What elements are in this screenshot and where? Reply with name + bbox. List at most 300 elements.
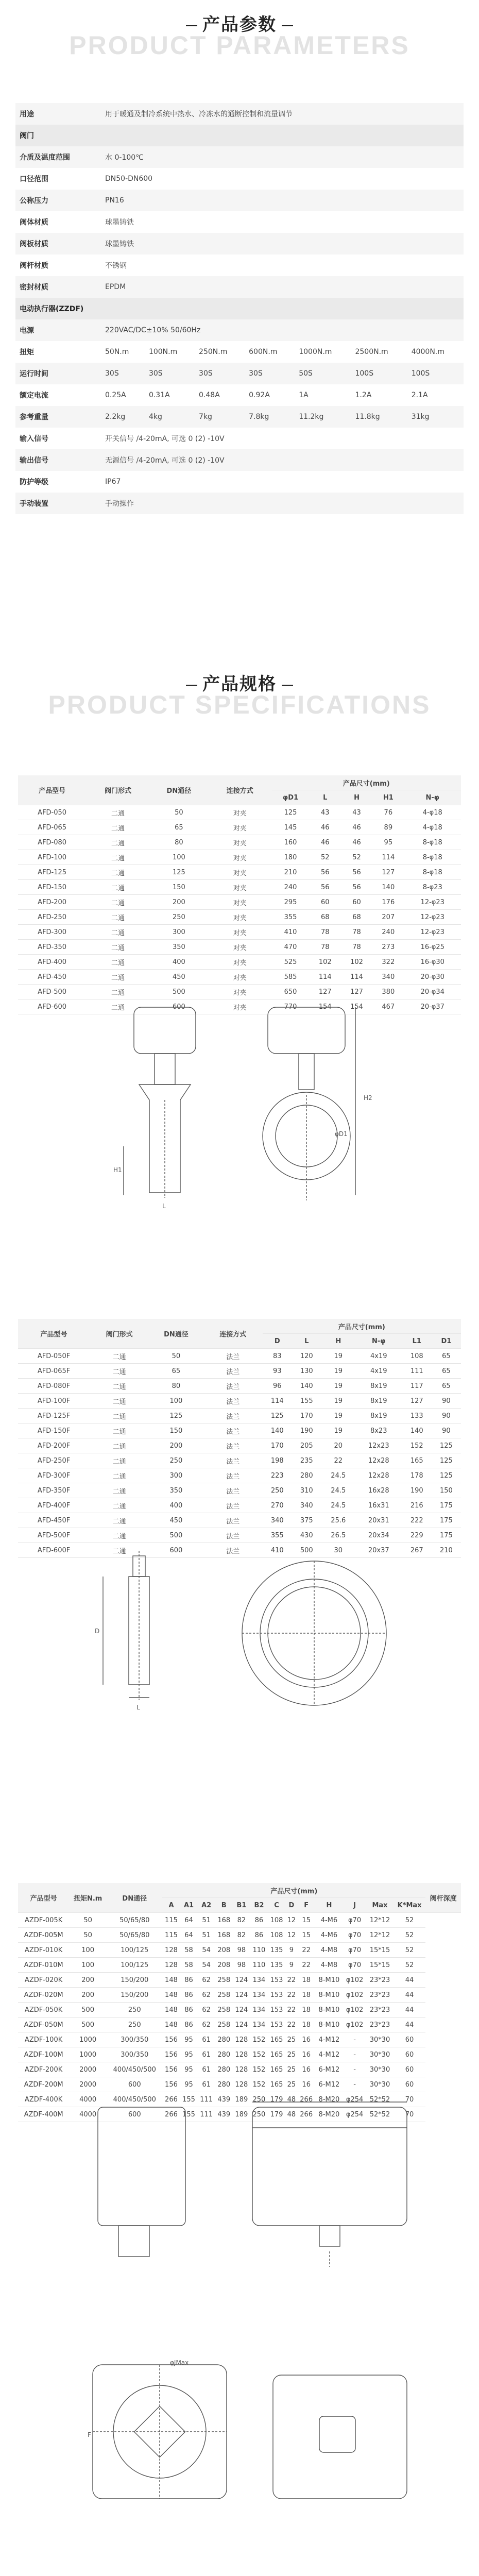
table-cell: 19 (321, 1364, 355, 1379)
table-cell: 16-φ30 (404, 955, 461, 970)
table-cell: AZDF-005K (18, 1913, 69, 1928)
subheader-cell: A2 (198, 1898, 215, 1913)
table-cell: 770 (272, 999, 310, 1014)
table-cell: 250 (107, 2003, 162, 2018)
table-cell: 156 (162, 2062, 180, 2077)
table-cell: 127 (341, 985, 372, 999)
table-cell: 102 (341, 955, 372, 970)
table-cell: 23*23 (366, 2003, 394, 2018)
table-row (18, 1409, 461, 1423)
table-cell: 135 (268, 1943, 285, 1958)
table-cell: 152 (250, 2062, 268, 2077)
table-cell: 62 (198, 1973, 215, 1988)
table-cell: 127 (310, 985, 341, 999)
table-cell: 280 (215, 2032, 233, 2047)
table-cell: 60 (394, 2047, 425, 2062)
spec-table-actuator (18, 1883, 461, 2122)
table-cell: 6-M12 (315, 2062, 343, 2077)
param-value: 球墨铸铁 (105, 218, 134, 227)
runtime-cell: 30S (145, 363, 195, 384)
table-cell: 法兰 (203, 1364, 263, 1379)
table-cell: 102 (310, 955, 341, 970)
table-cell: 16x31 (355, 1498, 402, 1513)
table-cell: AFD-500F (18, 1528, 90, 1543)
table-cell: 80 (150, 835, 208, 850)
table-cell: 190 (402, 1483, 432, 1498)
table-cell: 对夹 (208, 835, 271, 850)
table-cell: 115 (162, 1928, 180, 1943)
param-group-valve (15, 125, 464, 146)
table-cell: 12*12 (366, 1928, 394, 1943)
table-cell: 4-φ18 (404, 820, 461, 835)
table-cell: 15*15 (366, 1943, 394, 1958)
header-cell-dimensions: 产品尺寸(mm) (272, 775, 461, 790)
table-cell: AFD-080 (18, 835, 86, 850)
table-cell: 52 (394, 1928, 425, 1943)
table-cell: - (343, 2062, 366, 2077)
table-cell: 86 (180, 2003, 198, 2018)
table-cell: 二通 (86, 940, 149, 955)
table-cell: AFD-450 (18, 970, 86, 985)
table-cell: 9 (285, 1958, 298, 1973)
table-row (18, 1483, 461, 1498)
table-cell: 430 (292, 1528, 321, 1543)
table-cell: 对夹 (208, 865, 271, 880)
table-cell: 16 (298, 2062, 315, 2077)
table-cell: AFD-600 (18, 999, 86, 1014)
table-cell: 86 (180, 1973, 198, 1988)
table-cell: 对夹 (208, 910, 271, 925)
table-cell: 二通 (90, 1513, 149, 1528)
table-cell: 46 (310, 835, 341, 850)
table-cell: 210 (432, 1543, 461, 1558)
table-cell: 20x34 (355, 1528, 402, 1543)
table-cell: AFD-450F (18, 1513, 90, 1528)
subheader-cell: A1 (180, 1898, 198, 1913)
table-row (18, 805, 461, 820)
param-group-label: 电动执行器(ZZDF) (15, 298, 464, 319)
table-cell: 140 (263, 1423, 292, 1438)
table-cell: AFD-100 (18, 850, 86, 865)
subheader-cell: H (341, 790, 372, 805)
param-row-runtime (15, 363, 464, 384)
table-cell: 4-M12 (315, 2032, 343, 2047)
table-cell: 15 (298, 1913, 315, 1928)
table-cell: 50/65/80 (107, 1913, 162, 1928)
table-cell: 法兰 (203, 1409, 263, 1423)
table-cell: 300 (149, 1468, 203, 1483)
table-cell: 4-M6 (315, 1928, 343, 1943)
torque-cell: 600N.m (249, 348, 278, 356)
table-cell: 439 (215, 2107, 233, 2122)
dim-d1: φD1 (335, 1130, 348, 1138)
table-cell: 8x19 (355, 1409, 402, 1423)
param-label: 输出信号 (15, 449, 101, 471)
param-row (15, 168, 464, 190)
param-label: 用途 (15, 103, 101, 125)
table-cell: 111 (402, 1364, 432, 1379)
param-row (15, 276, 464, 298)
table-cell: 168 (215, 1913, 233, 1928)
table-cell: 95 (180, 2032, 198, 2047)
param-label: 公称压力 (15, 190, 101, 211)
param-label: 输入信号 (20, 435, 48, 443)
param-row-output (15, 449, 464, 471)
table-cell: 8-M10 (315, 2018, 343, 2032)
table-row (18, 865, 461, 880)
table-cell: 20x31 (355, 1513, 402, 1528)
param-label: 阀板材质 (15, 233, 101, 255)
table-cell: 128 (162, 1943, 180, 1958)
table-cell: 152 (250, 2047, 268, 2062)
table-cell: 585 (272, 970, 310, 985)
table-cell: 二通 (90, 1394, 149, 1409)
table-cell: 100 (69, 1958, 107, 1973)
table-cell: 82 (233, 1913, 250, 1928)
table-row (18, 2047, 461, 2062)
table-cell: AFD-250F (18, 1453, 90, 1468)
current-cell: 2.1A (411, 391, 428, 399)
subheader-cell: D1 (432, 1334, 461, 1349)
table-cell: AFD-300 (18, 925, 86, 940)
table-cell: φ254 (343, 2092, 366, 2107)
subheader-cell: φD1 (272, 790, 310, 805)
table-cell: 48 (285, 2107, 298, 2122)
table-cell: AZDF-200K (18, 2062, 69, 2077)
subheader-cell: L (310, 790, 341, 805)
table-cell: 19 (321, 1423, 355, 1438)
table-cell: 对夹 (208, 850, 271, 865)
table-cell: 19 (321, 1379, 355, 1394)
table-cell: 20-φ34 (404, 985, 461, 999)
table-cell: φ102 (343, 2003, 366, 2018)
table-cell: 273 (372, 940, 404, 955)
table-cell: 8-φ18 (404, 835, 461, 850)
section-specifications-title (0, 670, 479, 718)
table-cell: 100 (69, 1943, 107, 1958)
table-cell: 179 (268, 2092, 285, 2107)
table-cell: 法兰 (203, 1468, 263, 1483)
table-cell: 467 (372, 999, 404, 1014)
table-cell: 46 (310, 820, 341, 835)
torque-cell: 1000N.m (299, 348, 332, 356)
dim-f: F (88, 2431, 91, 2438)
table-cell: 二通 (86, 805, 149, 820)
table-cell: 600 (107, 2107, 162, 2122)
table-row (18, 910, 461, 925)
table-cell: 15*15 (366, 1958, 394, 1973)
table-cell: 150 (150, 880, 208, 895)
param-value: EPDM (101, 276, 464, 298)
table-cell: 二通 (90, 1379, 149, 1394)
table-cell: 二通 (90, 1468, 149, 1483)
table-cell: 62 (198, 2018, 215, 2032)
table-cell: 270 (263, 1498, 292, 1513)
table-cell: 76 (372, 805, 404, 820)
table-cell: 150/200 (107, 1988, 162, 2003)
table-cell: 355 (272, 910, 310, 925)
weight-cell: 31kg (407, 406, 464, 428)
table-cell: 对夹 (208, 895, 271, 910)
header-cell: 产品型号 (18, 1319, 90, 1349)
table-cell: 法兰 (203, 1483, 263, 1498)
table-cell: - (343, 2032, 366, 2047)
param-label: 介质及温度范围 (15, 146, 101, 168)
dim-d: D (95, 1628, 100, 1635)
table-cell: 61 (198, 2062, 215, 2077)
table-cell: 22 (285, 1988, 298, 2003)
table-cell: 410 (263, 1543, 292, 1558)
param-value: PN16 (101, 190, 464, 211)
table-cell: φ70 (343, 1928, 366, 1943)
subheader-cell: J (343, 1898, 366, 1913)
table-cell: 二通 (86, 850, 149, 865)
table-row (18, 925, 461, 940)
table-cell: 16x28 (355, 1483, 402, 1498)
table-cell: 8-M10 (315, 1973, 343, 1988)
table-cell: 154 (310, 999, 341, 1014)
table-cell: 114 (372, 850, 404, 865)
table-cell: 8-M20 (315, 2092, 343, 2107)
table-cell: 50 (150, 805, 208, 820)
table-cell: 30*30 (366, 2047, 394, 2062)
table-cell: 19 (321, 1394, 355, 1409)
table-cell: AFD-350 (18, 940, 86, 955)
table-cell: 4x19 (355, 1364, 402, 1379)
param-label: 口径范围 (20, 175, 48, 183)
table-cell: 258 (215, 1988, 233, 2003)
table-cell: 210 (272, 865, 310, 880)
subheader-cell: H (315, 1898, 343, 1913)
table-cell: 176 (372, 895, 404, 910)
table-cell: 153 (268, 1973, 285, 1988)
weight-cell: 2.2kg (101, 406, 145, 428)
table-row (18, 1913, 461, 1928)
param-value: 不锈钢 (105, 262, 127, 270)
table-cell: 114 (263, 1394, 292, 1409)
header-cell: 连接方式 (208, 775, 271, 805)
parameters-title-cn: 产品参数 (202, 14, 277, 35)
table-cell: 125 (432, 1453, 461, 1468)
table-cell: 51 (198, 1913, 215, 1928)
table-cell: 93 (263, 1364, 292, 1379)
table-cell: AFD-500 (18, 985, 86, 999)
table-cell: 400/450/500 (107, 2062, 162, 2077)
table-cell: 600 (107, 2077, 162, 2092)
table-cell: 125 (149, 1409, 203, 1423)
table-cell: 114 (341, 970, 372, 985)
table-row (18, 1498, 461, 1513)
table-cell: 280 (292, 1468, 321, 1483)
table-cell: 二通 (86, 925, 149, 940)
table-cell: 89 (372, 820, 404, 835)
table-cell: 24.5 (321, 1498, 355, 1513)
table-cell: 153 (268, 2003, 285, 2018)
table-cell: 对夹 (208, 925, 271, 940)
table-cell: 43 (310, 805, 341, 820)
table-cell: 对夹 (208, 805, 271, 820)
table-cell: 二通 (90, 1438, 149, 1453)
actuator-side-view (98, 2107, 185, 2226)
table-cell: 8-φ23 (404, 880, 461, 895)
table-cell: 240 (372, 925, 404, 940)
subheader-cell: N-φ (404, 790, 461, 805)
table-row (18, 1423, 461, 1438)
table-cell: 178 (402, 1468, 432, 1483)
table-cell: 86 (180, 1988, 198, 2003)
table-cell: 200 (149, 1438, 203, 1453)
specifications-title-en: PRODUCT SPECIFICATIONS (48, 690, 431, 719)
table-cell: - (343, 2047, 366, 2062)
table-cell: 198 (263, 1453, 292, 1468)
table-cell: AZDF-010M (18, 1958, 69, 1973)
table-cell: 111 (198, 2092, 215, 2107)
table-cell: 90 (432, 1409, 461, 1423)
table-cell: 法兰 (203, 1423, 263, 1438)
table-cell: 24.5 (321, 1483, 355, 1498)
table-row (18, 2077, 461, 2092)
table-header-row (18, 1319, 461, 1334)
table-cell: 56 (310, 880, 341, 895)
parameters-table (15, 103, 464, 514)
param-label: 参考重量 (15, 406, 101, 428)
table-cell: 600 (150, 999, 208, 1014)
table-cell: 125 (432, 1468, 461, 1483)
table-row (18, 1379, 461, 1394)
table-cell: 22 (285, 1973, 298, 1988)
param-row-protect (15, 471, 464, 493)
table-cell: 44 (394, 2018, 425, 2032)
table-cell: 二通 (86, 999, 149, 1014)
table-cell: 16-φ25 (404, 940, 461, 955)
table-cell: 175 (432, 1528, 461, 1543)
table-cell: 115 (162, 1913, 180, 1928)
table-cell: φ70 (343, 1943, 366, 1958)
specifications-title-cn: 产品规格 (202, 674, 277, 694)
header-cell: 扭矩N.m (69, 1883, 107, 1913)
stem-side (299, 1054, 314, 1090)
table-cell: 二通 (90, 1364, 149, 1379)
table-cell: 258 (215, 1973, 233, 1988)
table-cell: 16 (298, 2047, 315, 2062)
wafer-valve-drawing (77, 997, 407, 1213)
table-cell: 500 (149, 1528, 203, 1543)
table-cell: 二通 (90, 1423, 149, 1438)
table-cell: 对夹 (208, 985, 271, 999)
table-cell: 二通 (90, 1498, 149, 1513)
table-cell: 68 (341, 910, 372, 925)
table-cell: 8x19 (355, 1394, 402, 1409)
table-row (18, 1394, 461, 1409)
table-cell: 52 (394, 1958, 425, 1973)
table-cell: 300/350 (107, 2032, 162, 2047)
table-cell: 95 (180, 2077, 198, 2092)
table-cell: 155 (180, 2107, 198, 2122)
table-row (18, 940, 461, 955)
subheader-cell: Max (366, 1898, 394, 1913)
table-cell: 二通 (86, 895, 149, 910)
table-cell: 对夹 (208, 820, 271, 835)
header-cell-dimensions: 产品尺寸(mm) (162, 1883, 425, 1898)
table-cell: 156 (162, 2047, 180, 2062)
table-cell: AZDF-020K (18, 1973, 69, 1988)
table-cell: 65 (432, 1379, 461, 1394)
table-cell: 250 (263, 1483, 292, 1498)
table-cell: 140 (372, 880, 404, 895)
table-cell: AZDF-400K (18, 2092, 69, 2107)
param-row (15, 255, 464, 276)
table-cell: 180 (272, 850, 310, 865)
table-cell: 175 (432, 1513, 461, 1528)
table-cell: 12-φ23 (404, 895, 461, 910)
table-cell: 250 (250, 2092, 268, 2107)
table-cell: 25 (285, 2062, 298, 2077)
table-cell: 450 (149, 1513, 203, 1528)
table-cell: 4-M6 (315, 1913, 343, 1928)
table-cell: 95 (180, 2047, 198, 2062)
table-cell: 340 (263, 1513, 292, 1528)
table-row (18, 2062, 461, 2077)
table-cell: 4-M8 (315, 1943, 343, 1958)
table-cell: 30 (321, 1543, 355, 1558)
table-cell: 58 (180, 1958, 198, 1973)
torque-cell: 4000N.m (411, 348, 444, 356)
table-cell: φ102 (343, 1973, 366, 1988)
table-row (18, 1958, 461, 1973)
table-row (18, 1928, 461, 1943)
table-cell: 155 (292, 1394, 321, 1409)
flange-valve-drawing (72, 1546, 412, 1716)
table-cell: 8-φ18 (404, 850, 461, 865)
table-cell: AFD-600F (18, 1543, 90, 1558)
bracket-front (155, 1054, 175, 1084)
table-cell: 95 (372, 835, 404, 850)
table-cell: 152 (250, 2032, 268, 2047)
table-cell: 500 (69, 2018, 107, 2032)
table-cell: 90 (432, 1394, 461, 1409)
table-cell: 对夹 (208, 880, 271, 895)
table-cell: 52 (394, 1943, 425, 1958)
table-cell: 108 (402, 1349, 432, 1364)
table-cell: 152 (250, 2077, 268, 2092)
actuator-front-view (252, 2107, 407, 2226)
table-cell: 280 (215, 2062, 233, 2077)
table-cell: AZDF-100K (18, 2032, 69, 2047)
table-cell: 125 (272, 805, 310, 820)
table-cell: 24.5 (321, 1468, 355, 1483)
runtime-cell: 30S (195, 363, 245, 384)
table-cell: 61 (198, 2077, 215, 2092)
table-cell: 2000 (69, 2077, 107, 2092)
param-label: 阀体材质 (20, 218, 48, 227)
table-row (18, 1988, 461, 2003)
table-cell: 155 (180, 2092, 198, 2107)
table-cell: 250 (250, 2107, 268, 2122)
param-row-weight (15, 406, 464, 428)
table-cell: 法兰 (203, 1543, 263, 1558)
table-cell: 124 (233, 1973, 250, 1988)
table-row (18, 955, 461, 970)
table-cell: 23*23 (366, 1973, 394, 1988)
subheader-cell: H1 (372, 790, 404, 805)
table-cell: 法兰 (203, 1513, 263, 1528)
table-cell: 500 (69, 2003, 107, 2018)
table-cell: 法兰 (203, 1438, 263, 1453)
table-cell: 208 (215, 1943, 233, 1958)
table-cell: 375 (292, 1513, 321, 1528)
table-cell: 295 (272, 895, 310, 910)
current-cell: 1.2A (355, 391, 372, 399)
